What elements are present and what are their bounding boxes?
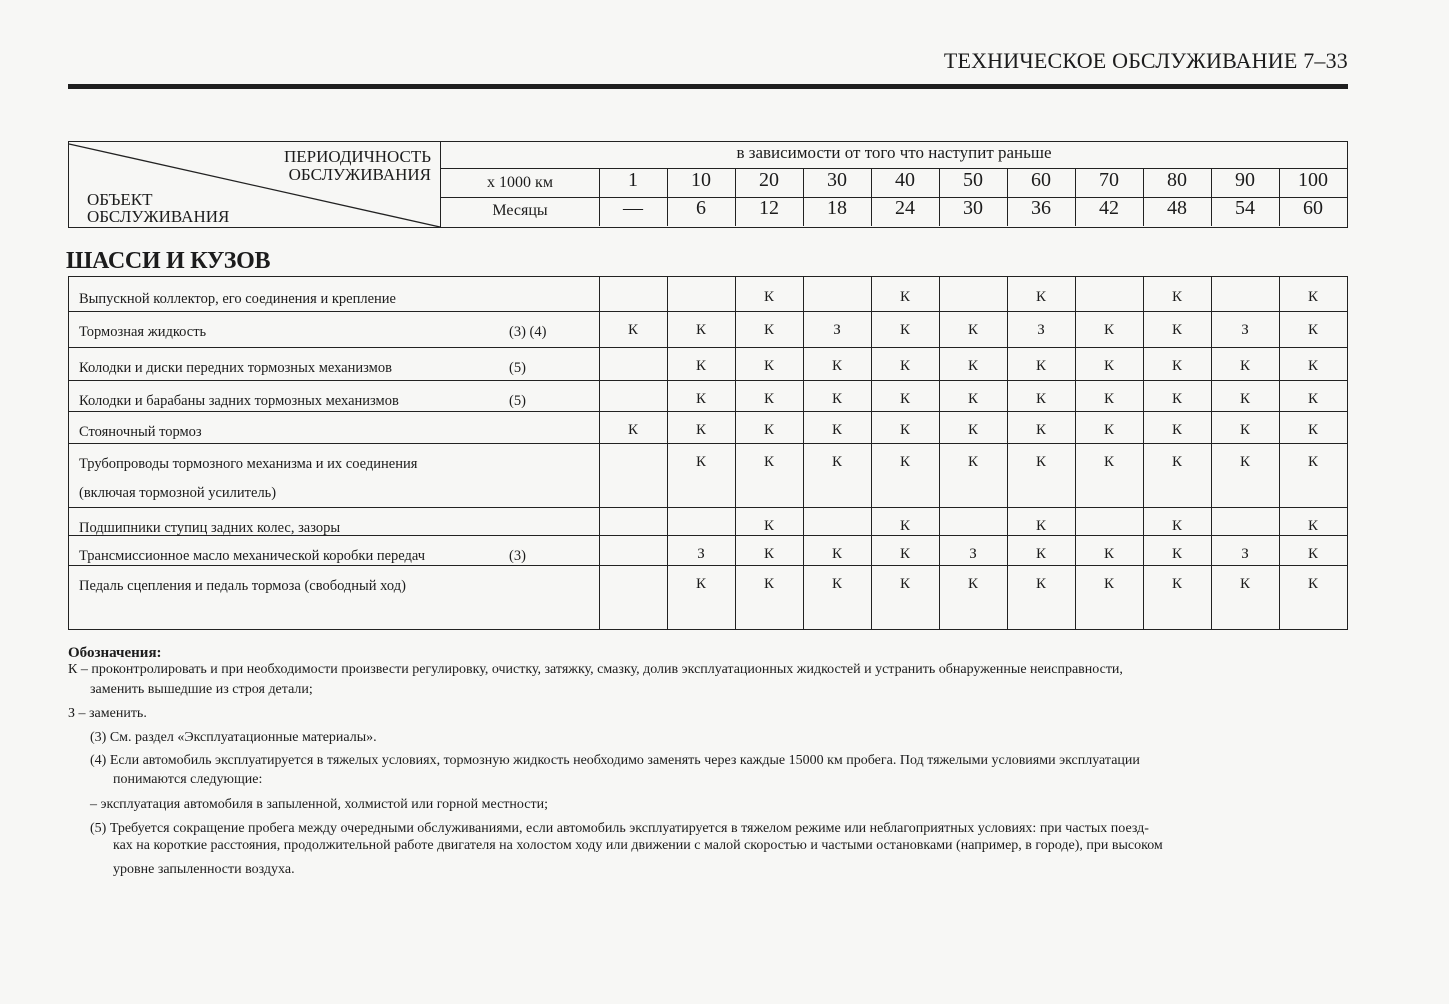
maintenance-mark: К: [763, 546, 774, 562]
row-label: Колодки и барабаны задних тормозных механизмов: [79, 393, 399, 409]
page-header-title: ТЕХНИЧЕСКОЕ ОБСЛУЖИВАНИЕ 7–33: [943, 48, 1348, 73]
maintenance-mark: К: [967, 391, 978, 407]
maintenance-mark: К: [1307, 422, 1318, 438]
km-value: 20: [759, 169, 779, 191]
maintenance-mark: К: [1239, 358, 1250, 374]
maintenance-mark: К: [1239, 454, 1250, 470]
maintenance-mark: К: [831, 422, 842, 438]
maintenance-mark: К: [1103, 422, 1114, 438]
km-label: х 1000 км: [487, 174, 553, 191]
maintenance-mark: К: [1035, 358, 1046, 374]
months-label: Месяцы: [492, 202, 548, 219]
header-rule: [68, 84, 1348, 89]
maintenance-mark: К: [695, 576, 706, 592]
table-row: [69, 507, 1347, 535]
column-divider: [1075, 169, 1076, 226]
km-value: 90: [1235, 169, 1255, 191]
maintenance-mark: К: [763, 391, 774, 407]
km-value: 60: [1031, 169, 1051, 191]
maintenance-mark: К: [967, 422, 978, 438]
row-label: Трубопроводы тормозного механизма и их соединения: [79, 456, 418, 472]
km-value: 50: [963, 169, 983, 191]
row-label-continued: (включая тормозной усилитель): [79, 485, 277, 501]
maintenance-mark: К: [1307, 546, 1318, 562]
row-label: Колодки и диски передних тормозных механизмов: [79, 360, 392, 376]
maintenance-mark: К: [1103, 322, 1114, 338]
km-value: 70: [1099, 169, 1119, 191]
maintenance-mark: К: [831, 454, 842, 470]
legend-note-3: (3) См. раздел «Эксплуатационные материалы».: [90, 730, 377, 745]
maintenance-mark: К: [763, 289, 774, 305]
maintenance-mark: К: [1307, 518, 1318, 534]
maintenance-mark: К: [1307, 391, 1318, 407]
table-row: [69, 535, 1347, 565]
row-note-ref: (3): [509, 548, 526, 564]
table-row: [69, 565, 1347, 629]
column-divider: [1279, 169, 1280, 226]
maintenance-mark: К: [967, 358, 978, 374]
object-label: [87, 191, 229, 225]
month-value: 18: [827, 197, 847, 219]
maintenance-mark: К: [1171, 546, 1182, 562]
legend-k-line-1: К – проконтролировать и при необходимости произвести регулировку, очистку, затяжку, смазку, долив эксплуатационных жидкостей и устранить обнаруженные неисправности,: [68, 662, 1123, 677]
maintenance-mark: К: [1103, 358, 1114, 374]
row-note-ref: (5): [509, 393, 526, 409]
maintenance-mark: К: [1307, 358, 1318, 374]
maintenance-mark: К: [899, 289, 910, 305]
maintenance-mark: К: [831, 358, 842, 374]
legend-title: Обозначения:: [68, 645, 162, 661]
maintenance-mark: К: [763, 576, 774, 592]
month-value: 30: [963, 197, 983, 219]
maintenance-mark: К: [695, 358, 706, 374]
row-label: Педаль сцепления и педаль тормоза (свободный ход): [79, 578, 406, 594]
maintenance-mark: К: [831, 576, 842, 592]
maintenance-mark: К: [1171, 518, 1182, 534]
column-divider: [667, 169, 668, 226]
maintenance-mark: К: [695, 391, 706, 407]
maintenance-mark: К: [1307, 454, 1318, 470]
maintenance-mark: З: [697, 546, 705, 562]
km-value: 30: [827, 169, 847, 191]
row-label: Подшипники ступиц задних колес, зазоры: [79, 520, 341, 536]
maintenance-mark: К: [899, 454, 910, 470]
maintenance-mark: К: [763, 322, 774, 338]
maintenance-mark: К: [967, 454, 978, 470]
maintenance-mark: К: [1103, 391, 1114, 407]
maintenance-mark: К: [1035, 454, 1046, 470]
maintenance-mark: К: [1171, 391, 1182, 407]
row-note-ref: (3) (4): [509, 324, 547, 340]
month-value: 6: [696, 197, 706, 219]
maintenance-mark: К: [899, 576, 910, 592]
maintenance-mark: К: [695, 454, 706, 470]
periodicity-grid: [68, 141, 1348, 228]
maintenance-mark: К: [1103, 454, 1114, 470]
maintenance-mark: К: [1103, 576, 1114, 592]
maintenance-mark: К: [763, 358, 774, 374]
column-divider: [735, 169, 736, 226]
maintenance-mark: К: [831, 546, 842, 562]
row-note-ref: (5): [509, 360, 526, 376]
section-title: ШАССИ И КУЗОВ: [66, 248, 271, 274]
object-label-line-2: ОБСЛУЖИВАНИЯ: [87, 207, 230, 226]
maintenance-mark: К: [899, 358, 910, 374]
maintenance-mark: К: [1035, 289, 1046, 305]
column-divider: [803, 169, 804, 226]
maintenance-mark: З: [833, 322, 841, 338]
km-value: 1: [628, 169, 638, 191]
maintenance-mark: З: [969, 546, 977, 562]
km-value: 10: [691, 169, 711, 191]
maintenance-mark: К: [1171, 289, 1182, 305]
table-row: [69, 411, 1347, 443]
maintenance-mark: К: [899, 518, 910, 534]
column-divider: [1143, 169, 1144, 226]
maintenance-mark: К: [1171, 422, 1182, 438]
maintenance-mark: К: [1171, 358, 1182, 374]
maintenance-mark: К: [1171, 576, 1182, 592]
legend-k-line-2: заменить вышедшие из строя детали;: [90, 682, 313, 697]
maintenance-mark: К: [899, 422, 910, 438]
maintenance-mark: К: [899, 546, 910, 562]
km-value: 80: [1167, 169, 1187, 191]
month-value: 54: [1235, 197, 1255, 219]
column-divider: [1211, 169, 1212, 226]
maintenance-mark: К: [695, 322, 706, 338]
table-row: [69, 311, 1347, 347]
legend-note-4-line-2: понимаются следующие:: [113, 772, 263, 787]
legend-z-line: З – заменить.: [68, 706, 147, 721]
maintenance-mark: К: [763, 454, 774, 470]
maintenance-mark: К: [967, 576, 978, 592]
periodicity-label-line-2: ОБСЛУЖИВАНИЯ: [288, 165, 431, 184]
maintenance-mark: К: [1307, 576, 1318, 592]
maintenance-mark: К: [899, 322, 910, 338]
maintenance-mark: К: [1035, 518, 1046, 534]
legend-note-5-line-2: ках на короткие расстояния, продолжительной работе двигателя на холостом ходу или движении с малой скоростью и частыми остановками (например, в городе), при высоком: [113, 838, 1163, 853]
legend-note-4-line-1: (4) Если автомобиль эксплуатируется в тяжелых условиях, тормозную жидкость необходимо заменять через каждые 15000 км пробега. Под тяжелыми условиями эксплуатации: [90, 753, 1140, 768]
maintenance-mark: К: [1307, 322, 1318, 338]
km-value: 40: [895, 169, 915, 191]
maintenance-table: [68, 276, 1348, 630]
table-row: [69, 443, 1347, 507]
maintenance-mark: К: [1239, 422, 1250, 438]
legend-dash-line: – эксплуатация автомобиля в запыленной, холмистой или горной местности;: [90, 797, 548, 812]
maintenance-mark: К: [1035, 576, 1046, 592]
column-divider: [939, 169, 940, 226]
table-row: [69, 380, 1347, 411]
legend-note-5-line-1: (5) Требуется сокращение пробега между очередными обслуживаниями, если автомобиль эксплуатируется в тяжелом режиме или неблагоприятных условиях: при частых поезд-: [90, 821, 1149, 836]
maintenance-mark: К: [1103, 546, 1114, 562]
column-divider: [599, 169, 600, 226]
maintenance-mark: З: [1241, 322, 1249, 338]
month-value: —: [623, 197, 643, 219]
maintenance-mark: К: [899, 391, 910, 407]
table-row: [69, 277, 1347, 311]
maintenance-mark: К: [627, 422, 638, 438]
maintenance-mark: З: [1037, 322, 1045, 338]
maintenance-mark: К: [1035, 546, 1046, 562]
maintenance-mark: К: [1239, 391, 1250, 407]
maintenance-mark: К: [967, 322, 978, 338]
month-value: 60: [1303, 197, 1323, 219]
maintenance-mark: З: [1241, 546, 1249, 562]
row-label: Трансмиссионное масло механической коробки передач: [79, 548, 426, 564]
month-value: 12: [759, 197, 779, 219]
column-divider: [1007, 169, 1008, 226]
row-label: Стояночный тормоз: [79, 424, 202, 440]
maintenance-mark: К: [763, 422, 774, 438]
maintenance-mark: К: [763, 518, 774, 534]
column-divider: [871, 169, 872, 226]
row-label: Тормозная жидкость: [79, 324, 207, 340]
periodicity-label: [259, 148, 431, 184]
maintenance-mark: К: [1171, 454, 1182, 470]
maintenance-mark: К: [1171, 322, 1182, 338]
maintenance-mark: К: [831, 391, 842, 407]
row-label: Выпускной коллектор, его соединения и крепление: [79, 291, 396, 307]
maintenance-mark: К: [695, 422, 706, 438]
km-value: 100: [1298, 169, 1328, 191]
maintenance-mark: К: [1307, 289, 1318, 305]
legend-note-5-line-3: уровне запыленности воздуха.: [113, 862, 295, 877]
month-value: 48: [1167, 197, 1187, 219]
month-value: 36: [1031, 197, 1051, 219]
table-row: [69, 347, 1347, 380]
maintenance-mark: К: [1035, 391, 1046, 407]
maintenance-mark: К: [627, 322, 638, 338]
maintenance-mark: К: [1035, 422, 1046, 438]
month-value: 24: [895, 197, 915, 219]
object-label-line-1: ОБЪЕКТ: [87, 190, 153, 209]
month-value: 42: [1099, 197, 1119, 219]
maintenance-mark: К: [1239, 576, 1250, 592]
span-label: в зависимости от того что наступит раньше: [736, 143, 1052, 162]
periodicity-label-line-1: ПЕРИОДИЧНОСТЬ: [284, 147, 431, 166]
